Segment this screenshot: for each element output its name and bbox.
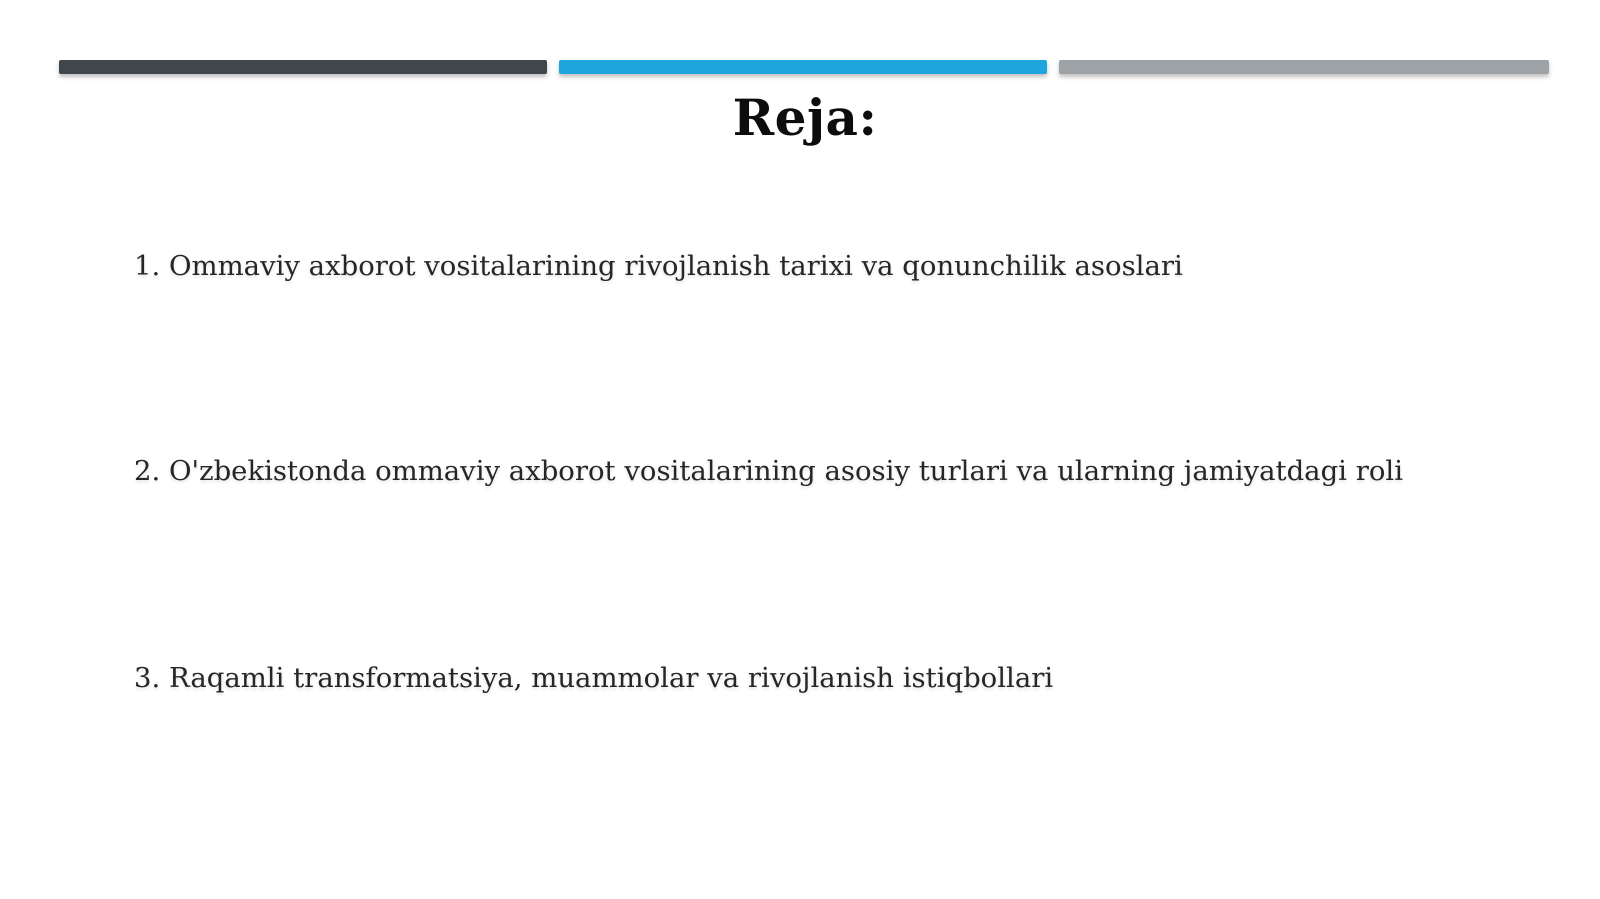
slide-title: Reja: [732, 88, 878, 147]
decorative-top-bars [59, 60, 1549, 74]
plan-item-1: 1. Ommaviy axborot vositalarining rivojlanish tarixi va qonunchilik asoslari [134, 250, 1183, 282]
plan-item-3: 3. Raqamli transformatsiya, muammolar va rivojlanish istiqbollari [134, 662, 1054, 694]
plan-item-2: 2. O'zbekistonda ommaviy axborot vositalarining asosiy turlari va ularning jamiyatdagi roli [134, 455, 1404, 487]
top-bar-gray [1059, 60, 1549, 74]
top-bar-blue [559, 60, 1047, 74]
top-bar-dark [59, 60, 547, 74]
